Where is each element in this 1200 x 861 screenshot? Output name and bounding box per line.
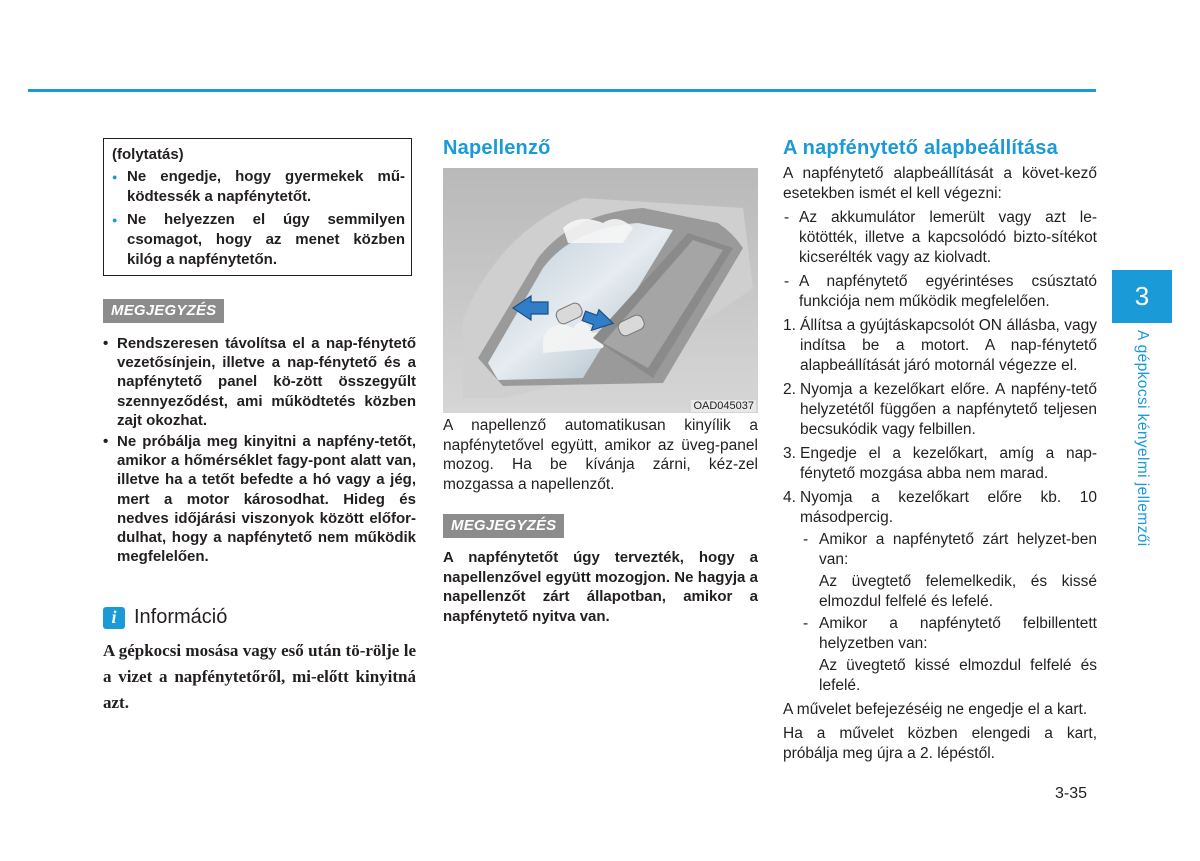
sunshade-photo — [443, 168, 758, 413]
section-heading-sunshade: Napellenző — [443, 137, 551, 159]
info-icon: i — [103, 607, 125, 629]
sunshade-note-text: A napfénytetőt úgy tervezték, hogy a napellenzővel együtt mozogjon. Ne hagyja a napellenzőt zárt állapotban, amikor a napfénytető nyitva van. — [443, 549, 758, 625]
chapter-title-text: A gépkocsi kényelmi jellemzői — [1134, 330, 1151, 547]
section-heading-reset: A napfénytető alapbeállítása — [783, 137, 1058, 159]
image-code: OAD045037 — [693, 400, 754, 412]
chapter-side-title — [1113, 330, 1169, 570]
page-number: 3-35 — [1055, 785, 1088, 802]
header-rule — [28, 89, 1096, 92]
warning-list — [110, 167, 405, 270]
reset-step: 1. Állítsa a gyújtáskapcsolót ON állásba, vagy indítsa be a motort. A nap-fénytető alapbeállítását járó motornál végezze el. — [783, 317, 1097, 374]
note-list — [103, 334, 416, 568]
sunroof-illustration — [443, 168, 758, 413]
reset-outro: Ha a művelet közben elengedi a kart, próbálja meg újra a 2. lépéstől. — [783, 725, 1097, 762]
info-title: Információ — [134, 606, 228, 628]
warning-item: ● Ne engedje, hogy gyermekek mű-ködtessék a napfénytetőt. — [110, 167, 405, 207]
reset-case: - A napfénytető egyérintéses csúsztató funkciója nem működik megfelelően. — [784, 273, 1097, 310]
warning-item: ● Ne helyezzen el úgy semmilyen csomagot, hogy az menet közben kilóg a napfénytetőn. — [110, 210, 405, 270]
reset-sub-case: - Amikor a napfénytető zárt helyzet-ben van: — [803, 531, 1097, 568]
chapter-tab: 3 — [1112, 270, 1172, 323]
reset-step: 2. Nyomja a kezelőkart előre. A napfény-tető helyzetétől függően a napfénytető teljesen becsukódik vagy felbillen. — [783, 381, 1097, 438]
info-header — [103, 606, 227, 629]
reset-case: - Az akkumulátor lemerült vagy azt le-kötötték, illetve a kapcsolódó bizto-sítékot kicserélték vagy az kiolvadt. — [784, 209, 1097, 266]
note-item: • Rendszeresen távolítsa el a nap-fénytető vezetősínjein, illetve a nap-fénytető és a napfénytető panel kö-zött összegyűlt szennyeződést, ami működtetés közben zajt okozhat. — [103, 334, 416, 430]
warning-continued-box — [103, 138, 412, 276]
reset-sub-result: Az üvegtető felemelkedik, és kissé elmozdul felfelé és lefelé. — [819, 573, 1097, 610]
reset-step: 3. Engedje el a kezelőkart, amíg a nap-fénytető mozgása abba nem marad. — [783, 445, 1097, 482]
reset-sub-result: Az üvegtető kissé elmozdul felfelé és lefelé. — [819, 657, 1097, 694]
sunshade-text: A napellenző automatikusan kinyílik a napfénytetővel együtt, amikor az üveg-panel mozog. Ha be kívánja zárni, kéz-zel mozgassa a napellenzőt. — [443, 417, 758, 493]
reset-intro: A napfénytető alapbeállítását a követ-kező esetekben ismét el kell végezni: — [783, 165, 1097, 202]
note-item: • Ne próbálja meg kinyitni a napfény-tetőt, amikor a hőmérséklet fagy-pont alatt van, illetve ha a tetőt befedte a hó vagy a jég, mert a motor károsodhat. Hideg és nedves időjárási viszonyok között előfor-dulhat, hogy a napfénytető nem működik megfelelően. — [103, 432, 416, 566]
continued-label: (folytatás) — [112, 146, 184, 163]
reset-procedure — [783, 164, 1097, 768]
reset-step: 4. Nyomja a kezelőkart előre kb. 10 másodpercig. — [783, 489, 1097, 526]
note-label: MEGJEGYZÉS — [103, 299, 224, 323]
note-label: MEGJEGYZÉS — [443, 514, 564, 538]
reset-outro: A művelet befejezéséig ne engedje el a kart. — [783, 701, 1088, 718]
info-text: A gépkocsi mosása vagy eső után tö-rölje le a vizet a napfénytetőről, mi-előtt kinyitná azt. — [103, 641, 416, 712]
reset-sub-case: - Amikor a napfénytető felbillentett helyzetben van: — [803, 615, 1097, 652]
